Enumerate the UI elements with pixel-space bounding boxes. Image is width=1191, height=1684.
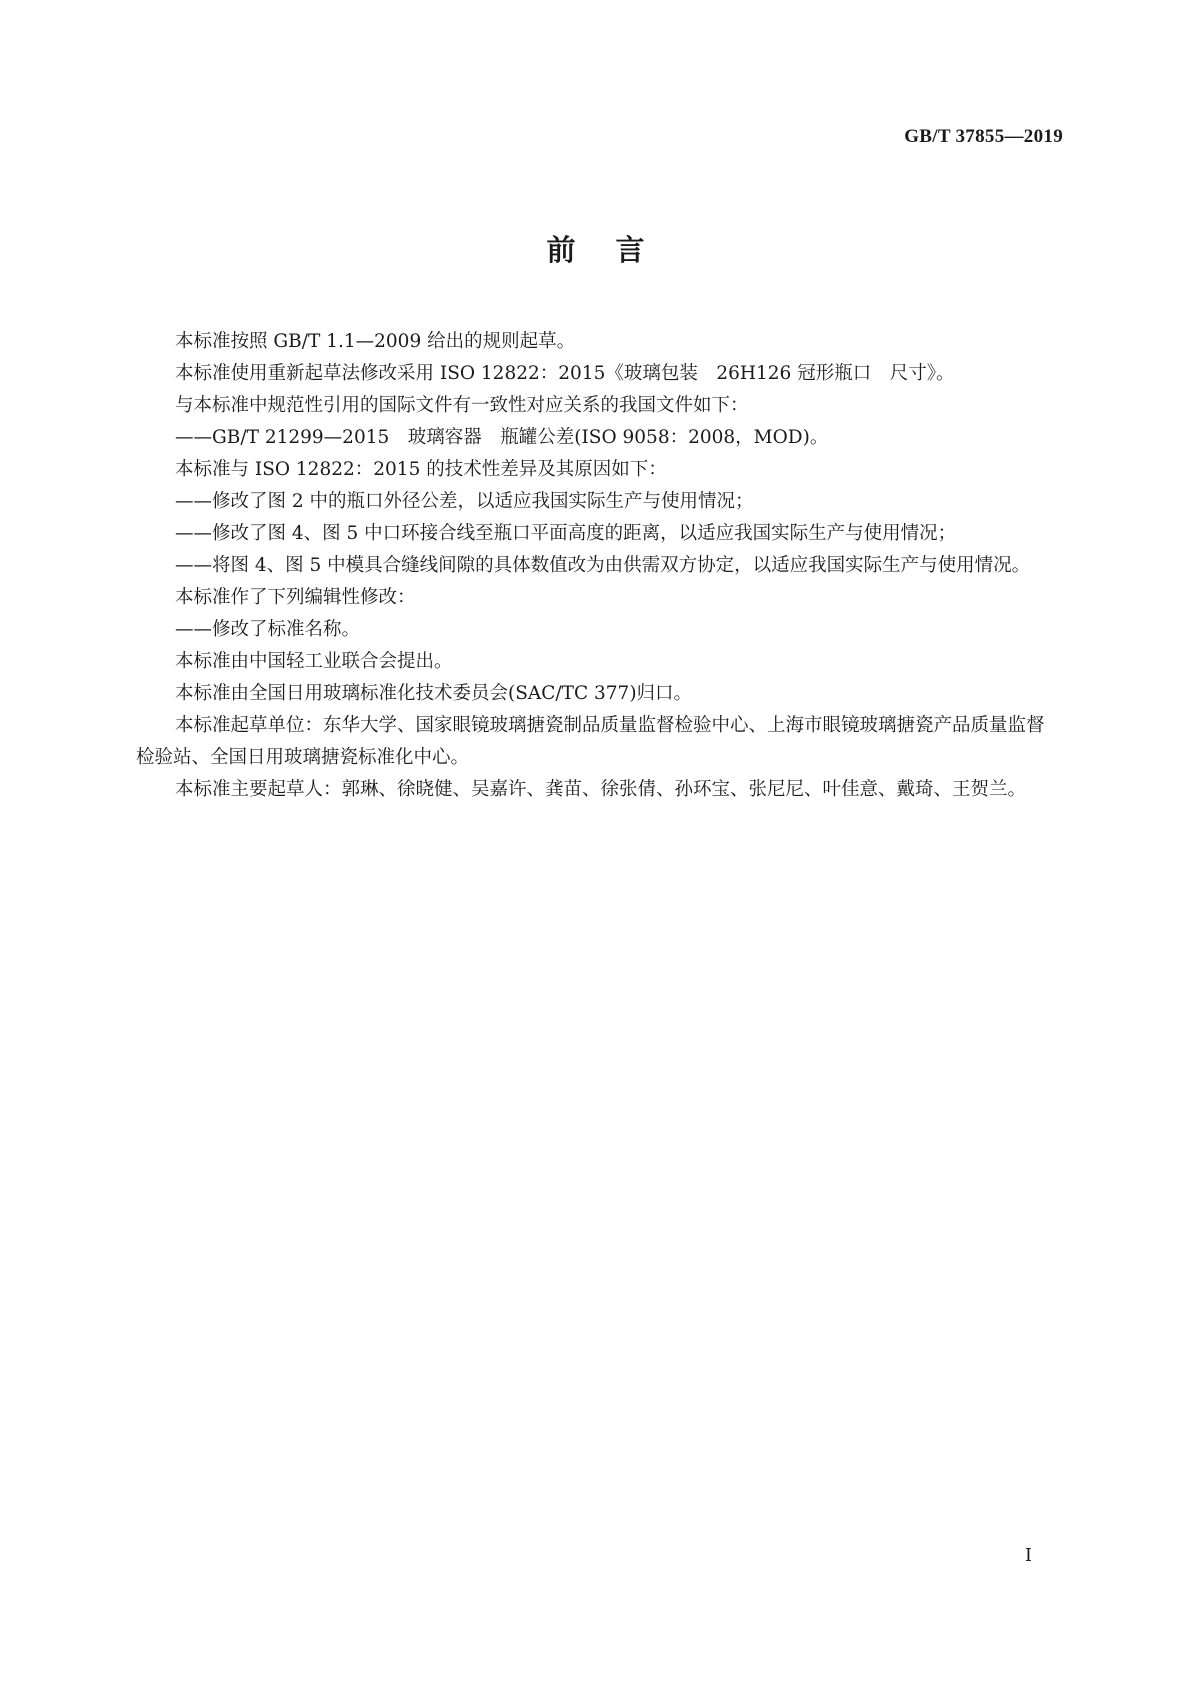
paragraph-drafters: 本标准主要起草人：郭琳、徐晓健、吴嘉许、龚苗、徐张倩、孙环宝、张尼尼、叶佳意、戴琦、王贺兰。 [175,779,1027,800]
list-item-editorial: ——修改了标准名称。 [175,619,361,640]
paragraph-administrator: 本标准由全国日用玻璃标准化技术委员会(SAC/TC 377)归口。 [175,683,693,704]
paragraph-reference-intro: 与本标准中规范性引用的国际文件有一致性对应关系的我国文件如下： [175,395,749,416]
paragraph-proposer: 本标准由中国轻工业联合会提出。 [175,651,453,672]
list-item-difference: ——将图 4、图 5 中模具合缝线间隙的具体数值改为由供需双方协定，以适应我国实际生产与使用情况。 [175,555,1031,576]
paragraph-drafting-rules: 本标准按照 GB/T 1.1—2009 给出的规则起草。 [175,331,576,352]
standard-code: GB/T 37855—2019 [904,126,1063,147]
foreword-body [136,326,1058,806]
paragraph-adoption-method: 本标准使用重新起草法修改采用 ISO 12822：2015《玻璃包装 26H126 冠形瓶口 尺寸》。 [175,363,955,384]
paragraph-differences-intro: 本标准与 ISO 12822：2015 的技术性差异及其原因如下： [175,459,667,480]
list-item-difference: ——修改了图 2 中的瓶口外径公差，以适应我国实际生产与使用情况； [175,491,754,512]
paragraph-drafting-units: 本标准起草单位：东华大学、国家眼镜玻璃搪瓷制品质量监督检验中心、上海市眼镜玻璃搪瓷产品质量监督检验站、全国日用玻璃搪瓷标准化中心。 [136,715,1045,768]
list-item-reference: ——GB/T 21299—2015 玻璃容器 瓶罐公差(ISO 9058：2008，MOD)。 [175,427,829,448]
list-item-difference: ——修改了图 4、图 5 中口环接合线至瓶口平面高度的距离，以适应我国实际生产与使用情况； [175,523,957,544]
page-title: 前言 [546,233,685,267]
page-number: I [1024,1545,1032,1566]
paragraph-editorial-intro: 本标准作了下列编辑性修改： [175,587,416,608]
